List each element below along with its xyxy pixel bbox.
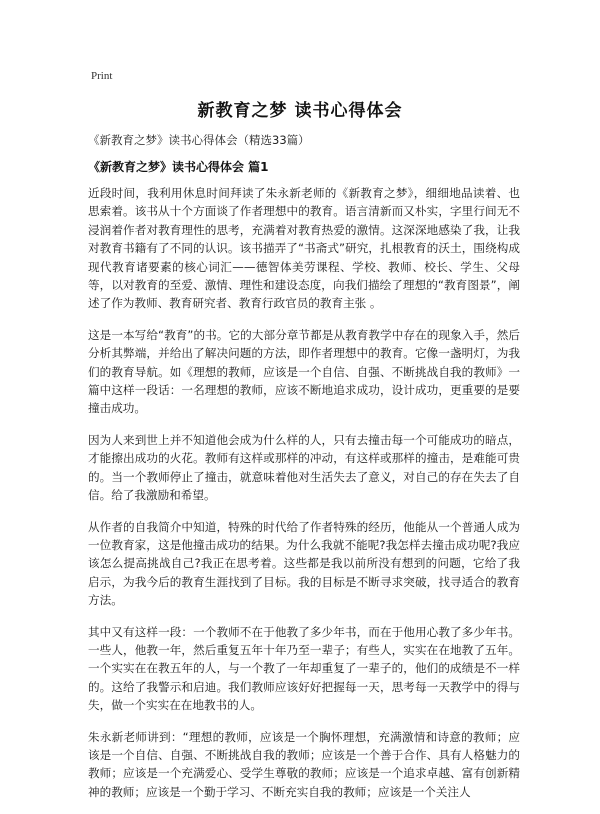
paragraph: 因为人来到世上并不知道他会成为什么样的人，只有去撞击每一个可能成功的暗点，才能擦出成功的火花。教师有这样或那样的冲动，有这样或那样的撞击，是难能可贵的。当一个教师停止了撞击，就意味着他对生活失去了意义，对自己的存在失去了自信。给了我激励和希望。 <box>88 432 520 503</box>
paragraph: 其中又有这样一段：一个教师不在于他教了多少年书，而在于他用心教了多少年书。一些人，他教一年，然后重复五年十年乃至一辈子；有些人，实实在在地教了五年。一个实实在在教五年的人，与一个教了一年却重复了一辈子的，他们的成绩是不一样的。这给了我警示和启迪。我们教师应该好好把握每一天，思考每一天教学中的得与失，做一个实实在在地教书的人。 <box>88 624 520 713</box>
document-subtitle: 《新教育之梦》读书心得体会（精选33篇） <box>88 133 310 147</box>
section-heading: 《新教育之梦》读书心得体会 篇1 <box>88 160 269 174</box>
paragraph: 这是一本写给“教育”的书。它的大部分章节都是从教育教学中存在的现象入手，然后分析其弊端，并给出了解决问题的方法，即作者理想中的教育。它像一盏明灯，为我们的教育导航。如《理想的教师，应该是一个自信、自强、不断挑战自我的教师》一篇中这样一段话：一名理想的教师，应该不断地追求成功，设计成功，更重要的是要撞击成功。 <box>88 327 520 416</box>
paragraph: 朱永新老师讲到：“理想的教师，应该是一个胸怀理想，充满激情和诗意的教师；应该是一个自信、自强、不断挑战自我的教师；应该是一个善于合作、具有人格魅力的教师；应该是一个充满爱心、受学生尊敬的教师；应该是一个追求卓越、富有创新精神的教师；应该是一个勤于学习、不断充实自我的教师；应该是一个关注人 <box>88 729 520 799</box>
print-label[interactable]: Print <box>91 70 113 82</box>
body-text <box>88 184 520 814</box>
paragraph: 近段时间，我利用休息时间拜读了朱永新老师的《新教育之梦》，细细地品读着、也思索着。该书从十个方面谈了作者理想中的教育。语言清新而又朴实，字里行间无不浸润着作者对教育理性的思考，充满着对教育热爱的激情。这深深地感染了我，让我对教育书籍有了不同的认识。该书描弄了“书斋式”研究，扎根教育的沃土，围绕构成现代教育诸要素的核心词汇——德智体美劳课程、学校、教师、校长、学生、父母等，以对教育的至爱、激情、理性和建设态度，向我们描绘了理想的“教育图景”，阐述了作为教师、教育研究者、教育行政官员的教育主张 。 <box>88 186 520 311</box>
document-title: 新教育之梦 读书心得体会 <box>197 101 403 121</box>
paragraph: 从作者的自我简介中知道，特殊的时代给了作者特殊的经历，他能从一个普通人成为一位教育家，这是他撞击成功的结果。为什么我就不能呢?我怎样去撞击成功呢?我应该怎么提高挑战自己?我正在思考着。这些都是我以前所没有想到的问题，它给了我启示，为我今后的教育生涯找到了目标。我的目标是不断寻求突破，找寻适合的教育方法。 <box>88 519 520 608</box>
